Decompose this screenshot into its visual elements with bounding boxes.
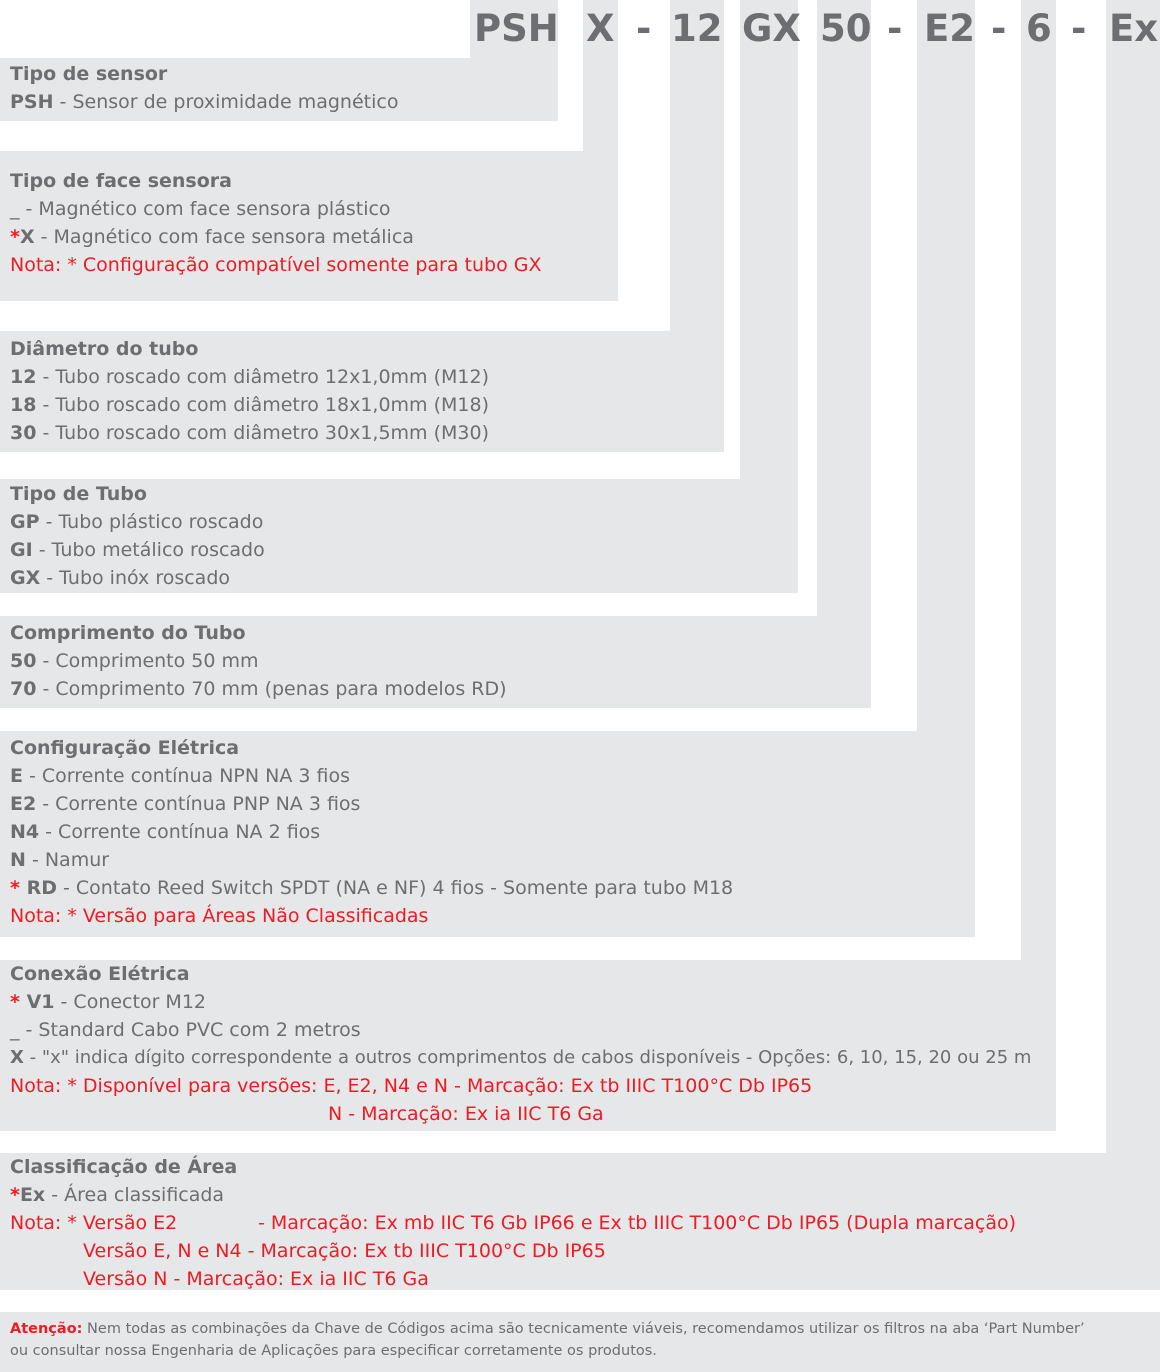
- code-part-ex: Ex: [1109, 7, 1159, 50]
- connector-e2: [917, 0, 975, 731]
- section-area-classification: [10, 1153, 1016, 1293]
- section-title: Conexão Elétrica: [10, 963, 190, 985]
- section-title: Classificação de Área: [10, 1156, 238, 1178]
- code-part-12: 12: [671, 7, 723, 50]
- section-tube-type: [10, 480, 265, 592]
- code-part-x: X: [586, 7, 615, 50]
- code-part-psh: PSH: [474, 7, 559, 50]
- option-line: 50 - Comprimento 50 mm: [10, 650, 259, 672]
- option-line: X - "x" indica dígito correspondente a outros comprimentos de cabos disponíveis - Opções: 6, 10, 15, 20 ou 25 m: [10, 1047, 1032, 1068]
- code-part-6: 6: [1026, 7, 1052, 50]
- connector-50: [817, 0, 871, 616]
- footer-line: Atenção: Nem todas as combinações da Chave de Códigos acima são tecnicamente viáveis, recomendamos utilizar os filtros na aba ‘Part Number’: [10, 1321, 1085, 1337]
- option-line: N4 - Corrente contínua NA 2 fios: [10, 821, 321, 843]
- connector-gx: [740, 0, 798, 479]
- section-note: Versão E, N e N4 - Marcação: Ex tb IIIC T100°C Db IP65: [83, 1240, 606, 1262]
- connector-6: [1021, 0, 1056, 960]
- section-title: Tipo de Tubo: [10, 483, 147, 505]
- option-line: _ - Standard Cabo PVC com 2 metros: [10, 1019, 361, 1041]
- section-sensor-type: [10, 60, 398, 116]
- section-title: Diâmetro do tubo: [10, 338, 199, 360]
- option-line: PSH - Sensor de proximidade magnético: [10, 91, 399, 113]
- attention-label: Atenção:: [10, 1321, 83, 1337]
- option-line: 12 - Tubo roscado com diâmetro 12x1,0mm (M12): [10, 366, 490, 388]
- code-separator: -: [887, 7, 903, 50]
- option-line: GP - Tubo plástico roscado: [10, 511, 264, 533]
- section-title: Configuração Elétrica: [10, 737, 240, 759]
- section-electrical-connection: [10, 960, 1031, 1128]
- code-separator: -: [991, 7, 1007, 50]
- option-line: N - Namur: [10, 849, 110, 871]
- section-tube-length: [10, 619, 507, 703]
- section-title: Tipo de sensor: [10, 63, 168, 85]
- code-separator: -: [636, 7, 652, 50]
- option-line: E - Corrente contínua NPN NA 3 fios: [10, 765, 350, 787]
- section-note: Nota: * Configuração compatível somente para tubo GX: [10, 254, 542, 276]
- option-line: 18 - Tubo roscado com diâmetro 18x1,0mm (M18): [10, 394, 490, 416]
- option-line: 30 - Tubo roscado com diâmetro 30x1,5mm (M30): [10, 422, 490, 444]
- option-line: E2 - Corrente contínua PNP NA 3 fios: [10, 793, 361, 815]
- attention-footer: [10, 1318, 1150, 1362]
- option-line: * RD - Contato Reed Switch SPDT (NA e NF) 4 fios - Somente para tubo M18: [10, 877, 734, 899]
- code-part-e2: E2: [924, 7, 976, 50]
- code-part-gx: GX: [742, 7, 801, 50]
- section-sensing-face: [10, 167, 541, 279]
- option-line: 70 - Comprimento 70 mm (penas para modelos RD): [10, 678, 507, 700]
- section-note: Nota: * Disponível para versões: E, E2, N4 e N - Marcação: Ex tb IIIC T100°C Db IP65: [10, 1075, 813, 1097]
- option-line: *X - Magnético com face sensora metálica: [10, 226, 414, 248]
- section-tube-diameter: [10, 335, 489, 447]
- option-line: *Ex - Área classificada: [10, 1184, 225, 1206]
- option-line: GI - Tubo metálico roscado: [10, 539, 265, 561]
- section-title: Comprimento do Tubo: [10, 622, 246, 644]
- section-note: Nota: * Versão para Áreas Não Classificadas: [10, 905, 429, 927]
- footer-line: ou consultar nossa Engenharia de Aplicações para especificar corretamente os produtos.: [10, 1343, 657, 1359]
- option-line: GX - Tubo inóx roscado: [10, 567, 231, 589]
- section-note: N - Marcação: Ex ia IIC T6 Ga: [328, 1103, 604, 1125]
- section-title: Tipo de face sensora: [10, 170, 232, 192]
- section-note: Versão N - Marcação: Ex ia IIC T6 Ga: [83, 1268, 429, 1290]
- section-note: Nota: * Versão E2 - Marcação: Ex mb IIC T6 Gb IP66 e Ex tb IIIC T100°C Db IP65 (Dupla marcação): [10, 1212, 1017, 1234]
- code-separator: -: [1071, 7, 1087, 50]
- option-line: * V1 - Conector M12: [10, 991, 206, 1013]
- connector-ex: [1106, 0, 1160, 1153]
- section-electrical-config: [10, 734, 733, 930]
- option-line: _ - Magnético com face sensora plástico: [10, 198, 391, 220]
- code-part-50: 50: [820, 7, 872, 50]
